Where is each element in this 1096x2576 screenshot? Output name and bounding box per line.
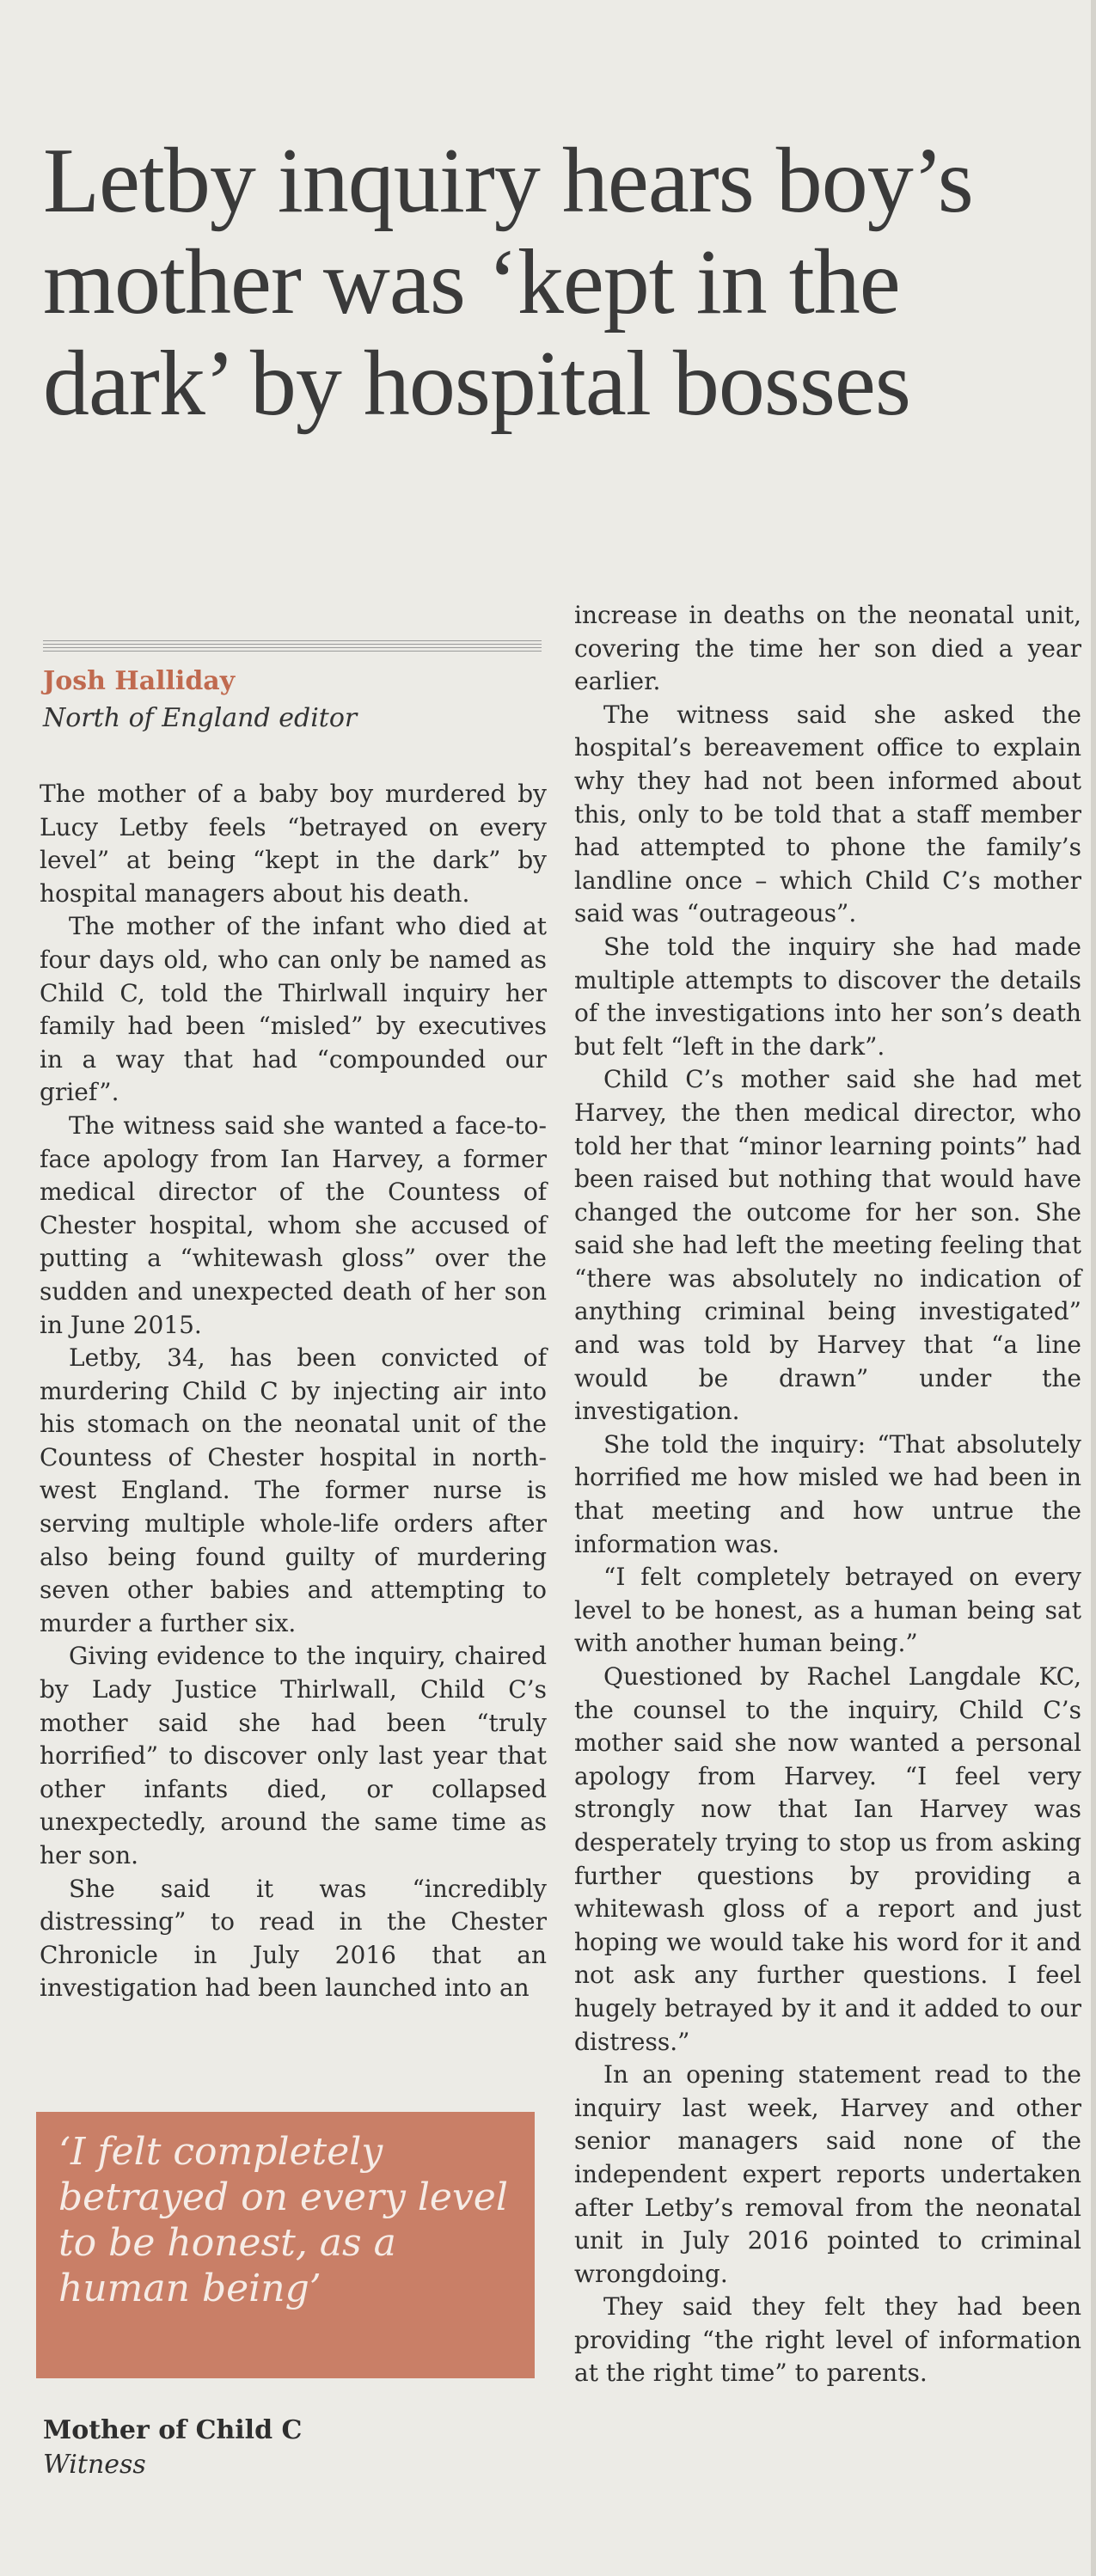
pullquote-box: [36, 2112, 535, 2378]
paragraph: Questioned by Rachel Langdale KC, the counsel to the inquiry, Child C’s mother said she now wanted a personal apology from Harvey. “I feel very strongly now that Ian Harvey was desperately trying to stop us from asking further questions by providing a whitewash gloss of a report and just hoping we would take his word for it and not ask any further questions. I feel hugely betrayed by it and it added to our distress.”: [574, 1662, 1081, 2056]
top-rule-left: [43, 640, 542, 654]
article-column-left: [40, 778, 547, 2005]
paragraph: The witness said she asked the hospital’s bereavement office to explain why they had not been informed about this, only to be told that a staff member had attempted to phone the family’s landline once – which Child C’s mother said was “outrageous”.: [574, 700, 1081, 928]
pullquote-attribution-name: Mother of Child C: [43, 2415, 303, 2445]
paragraph: The mother of the infant who died at four days old, who can only be named as Child C, told the Thirlwall inquiry her family had been “misled” by executives in a way that had “compounded our grief”.: [40, 912, 547, 1107]
paragraph: She told the inquiry: “That absolutely horrified me how misled we had been in that meeting and how untrue the information was.: [574, 1429, 1081, 1558]
paragraph: In an opening statement read to the inquiry last week, Harvey and other senior managers said none of the independent expert reports undertaken after Letby’s removal from the neonatal unit in July 2016 pointed to criminal wrongdoing.: [574, 2060, 1081, 2288]
byline-role: North of England editor: [43, 703, 358, 733]
pullquote-text: ‘I felt completely betrayed on every level to be honest, as a human being’: [58, 2130, 508, 2310]
paragraph: She told the inquiry she had made multiple attempts to discover the details of the investigations into her son’s death but felt “left in the dark”.: [574, 932, 1081, 1061]
page-edge: [1091, 0, 1096, 2576]
paragraph: increase in deaths on the neonatal unit, covering the time her son died a year earlier.: [574, 601, 1081, 696]
paragraph: They said they felt they had been providing “the right level of information at the right time” to parents.: [574, 2292, 1081, 2388]
byline-name: Josh Halliday: [43, 666, 236, 696]
paragraph: The witness said she wanted a face-to-face apology from Ian Harvey, a former medical director of the Countess of Chester hospital, whom she accused of putting a “whitewash gloss” over the sudden and unexpected death of her son in June 2015.: [40, 1111, 547, 1339]
paragraph: Letby, 34, has been convicted of murdering Child C by injecting air into his stomach on the neonatal unit of the Countess of Chester hospital in north-west England. The former nurse is serving multiple whole-life orders after also being found guilty of murdering seven other babies and attempting to murder a further six.: [40, 1343, 547, 1637]
paragraph: Child C’s mother said she had met Harvey, the then medical director, who told her that “minor learning points” had been raised but nothing that would have changed the outcome for her son. She said she had left the meeting feeling that “there was absolutely no indication of anything criminal being investigated” and was told by Harvey that “a line would be drawn” under the investigation.: [574, 1065, 1081, 1426]
paragraph: “I felt completely betrayed on every level to be honest, as a human being sat with another human being.”: [574, 1563, 1081, 1658]
headline: Letby inquiry hears boy’s mother was ‘kept in the dark’ by hospital bosses: [43, 130, 973, 436]
pullquote-attribution-role: Witness: [43, 2450, 146, 2480]
article-column-right: [574, 599, 1081, 2390]
paragraph: Giving evidence to the inquiry, chaired by Lady Justice Thirlwall, Child C’s mother said she had been “truly horrified” to discover only last year that other infants died, or collapsed unexpectedly, around the same time as her son.: [40, 1642, 547, 1869]
paragraph: She said it was “incredibly distressing” to read in the Chester Chronicle in July 2016 that an investigation had been launched into an: [40, 1874, 547, 2003]
paragraph: The mother of a baby boy murdered by Lucy Letby feels “betrayed on every level” at being “kept in the dark” by hospital managers about his death.: [40, 780, 547, 908]
